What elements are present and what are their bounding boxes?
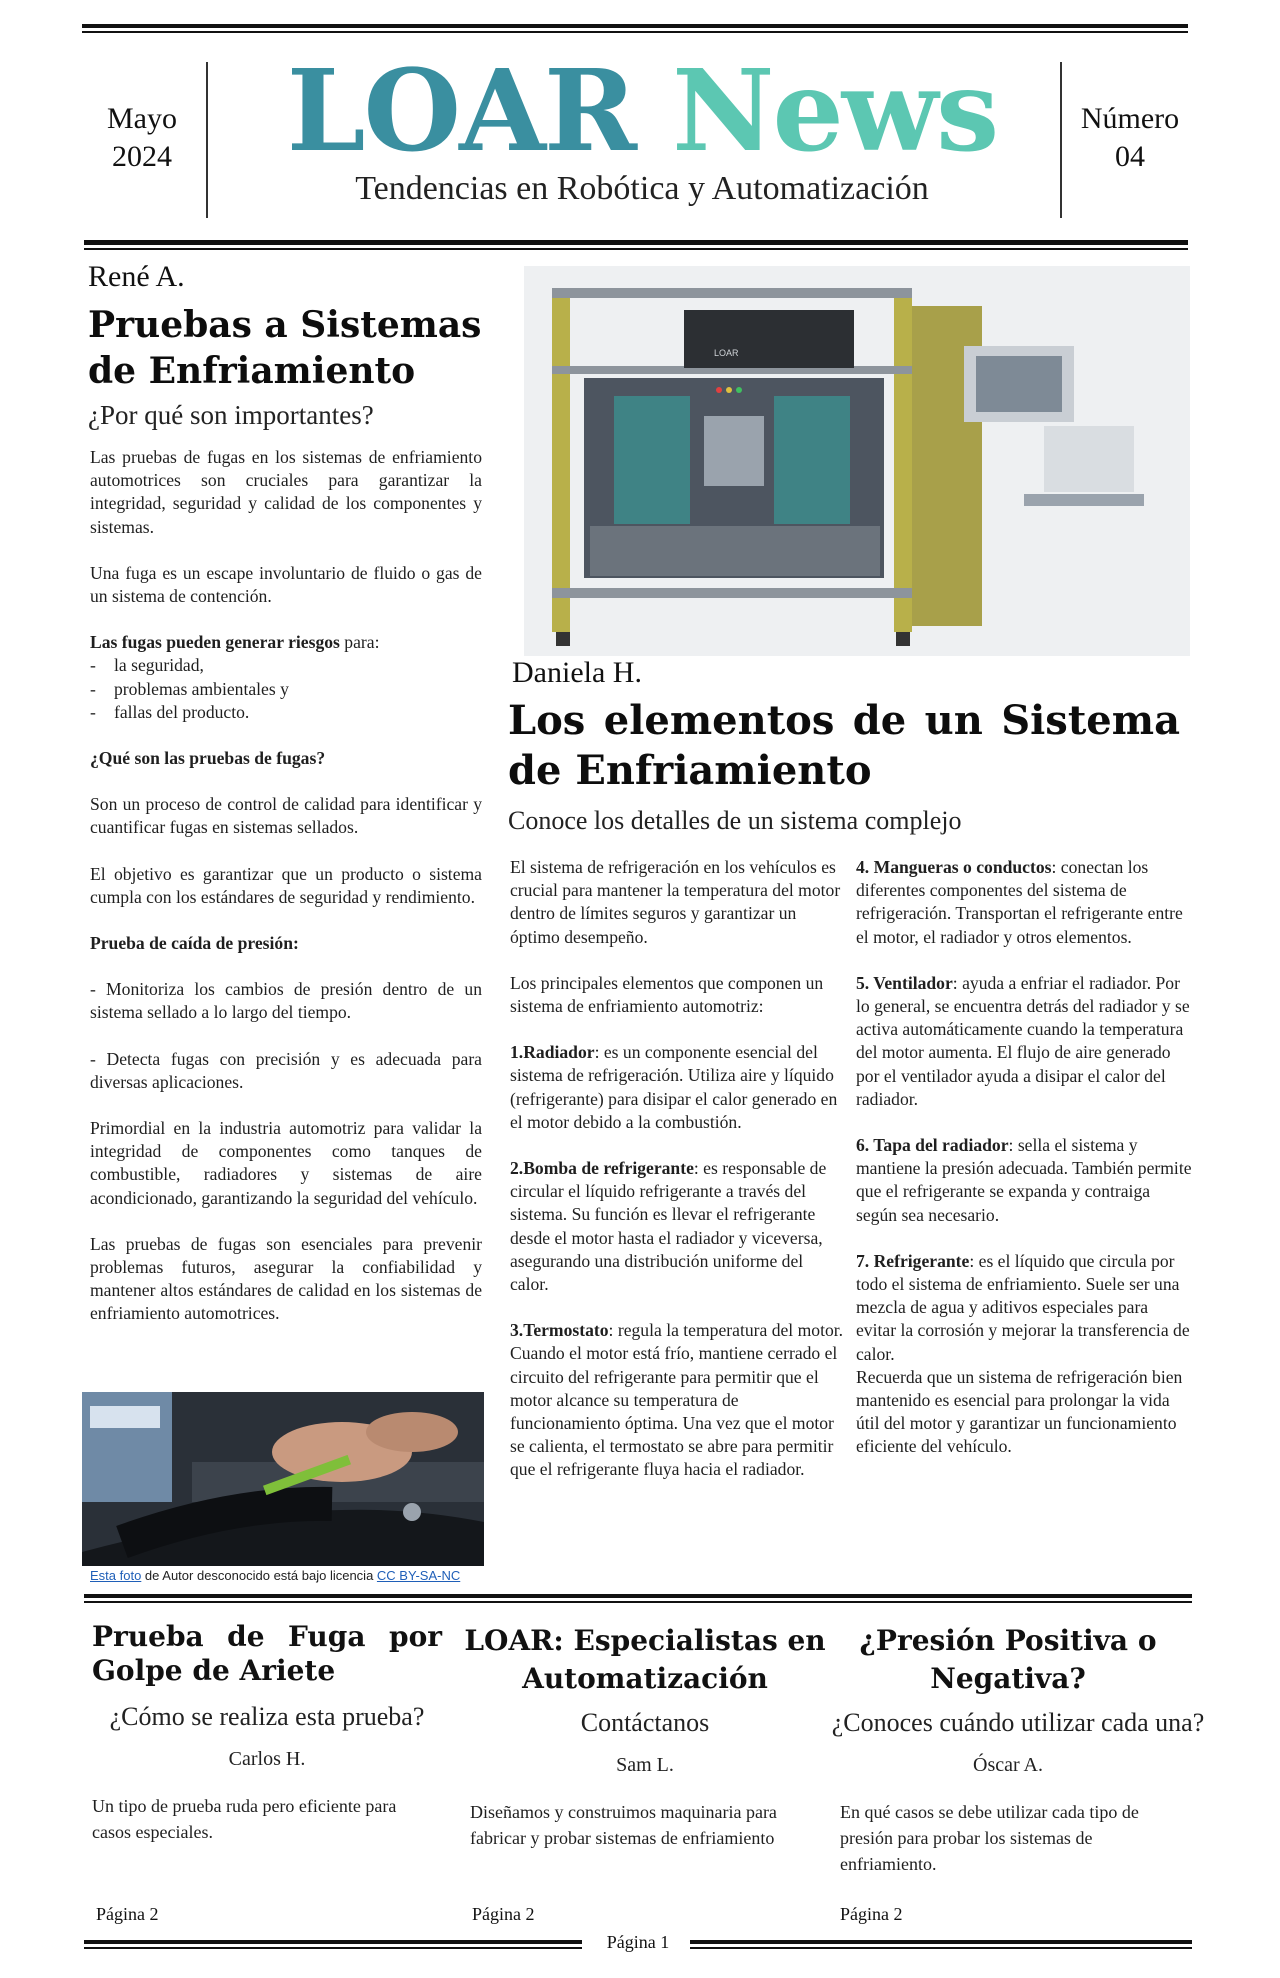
caption-license-link[interactable]: CC BY-SA-NC bbox=[376, 1568, 461, 1583]
footer-page-link-1[interactable]: Página 2 bbox=[96, 1904, 159, 1924]
pressure-drop-heading-text: Prueba de caída de presión: bbox=[90, 933, 299, 954]
footer-page-link-2[interactable]: Página 2 bbox=[472, 1904, 535, 1924]
element-item-text: : es un componente esencial del sistema de refrigeración. Utiliza aire y líquido (refrigerante) para disipar el calor generado en el motor debido a la combustión. bbox=[510, 1042, 838, 1132]
right-article-author: Daniela H. bbox=[512, 656, 642, 689]
risk-item: - problemas ambientales y bbox=[90, 678, 482, 701]
element-item bbox=[856, 972, 1192, 1111]
footer-article-subtitle: ¿Cómo se realiza esta prueba? bbox=[109, 1702, 425, 1731]
risks-tail: para: bbox=[339, 632, 380, 653]
tagline: Tendencias en Robótica y Automatización bbox=[355, 170, 929, 207]
left-paragraph-3: Son un proceso de control de calidad para identificar y cuantificar fugas en sistemas sellados. bbox=[90, 794, 482, 838]
issue-year: 2024 bbox=[112, 140, 172, 173]
footer-article-subtitle: ¿Conoces cuándo utilizar cada una? bbox=[831, 1708, 1205, 1737]
right-intro-2: Los principales elementos que componen un sistema de enfriamiento automotriz: bbox=[510, 972, 824, 1017]
caption-photo-link[interactable]: Esta foto bbox=[90, 1568, 142, 1583]
masthead-divider-left bbox=[206, 62, 208, 218]
radiator-hands-photo bbox=[82, 1392, 484, 1566]
left-article-author: René A. bbox=[88, 260, 185, 293]
bottom-rule-right-thin bbox=[690, 1947, 1192, 1949]
risks-lead: Las fugas pueden generar riesgos bbox=[90, 632, 340, 653]
left-paragraph-4: El objetivo es garantizar que un producto o sistema cumpla con los estándares de seguridad y rendimiento. bbox=[90, 863, 482, 907]
footer-rule-thin bbox=[84, 1601, 1192, 1603]
footer-article-title: ¿Presión Positiva o Negativa? bbox=[859, 1624, 1157, 1695]
what-are-leak-tests-text: ¿Qué son las pruebas de fugas? bbox=[90, 748, 326, 769]
element-item-label: 2.Bomba de refrigerante bbox=[510, 1158, 694, 1179]
element-item-text: : es el líquido que circula por todo el sistema de enfriamiento. Suele ser una mezcla de agua y aditivos especiales para evitar la corrosión y mejorar la transferencia de calor. bbox=[856, 1250, 1190, 1364]
element-item-label: 3.Termostato bbox=[510, 1320, 609, 1341]
logo-loar: LOAR bbox=[286, 46, 636, 177]
element-item-label: 5. Ventilador bbox=[856, 972, 953, 993]
left-paragraph-6: - Detecta fugas con precisión y es adecuada para diversas aplicaciones. bbox=[90, 1048, 482, 1092]
footer-article-title: LOAR: Especialistas en Automatización bbox=[464, 1624, 826, 1695]
element-item-text: : es responsable de circular el líquido refrigerante a través del sistema. Su función es llevar el refrigerante desde el motor hasta el radiador y viceversa, asegurando una distribución uniforme del calor. bbox=[510, 1158, 827, 1295]
top-rule-thick bbox=[82, 24, 1188, 28]
newspaper-logo bbox=[216, 46, 1068, 177]
bottom-rule-left-thick bbox=[84, 1940, 582, 1944]
element-item-text: : ayuda a enfriar el radiador. Por lo general, se encuentra detrás del radiador y se activa automáticamente cuando la temperatura del motor aumenta. El flujo de aire generado por el ventilador ayuda a disipar el calor del radiador. bbox=[856, 972, 1190, 1109]
footer-article-summary: Diseñamos y construimos maquinaria para fabricar y probar sistemas de enfriamiento bbox=[470, 1802, 777, 1848]
pressure-drop-heading bbox=[90, 932, 482, 955]
element-item-text: : regula la temperatura del motor. Cuando el motor está frío, mantiene cerrado el circuito del refrigerante para permitir que el motor alcance su temperatura de funcionamiento óptima. Una vez que el motor se calienta, el termostato se abre para permitir que el refrigerante fluya hacia el radiador. bbox=[510, 1320, 844, 1480]
right-closing: Recuerda que un sistema de refrigeración bien mantenido es esencial para prolongar la vida útil del motor y garantizar un funcionamiento eficiente del vehículo. bbox=[856, 1366, 1183, 1457]
element-item-label: 6. Tapa del radiador bbox=[856, 1135, 1009, 1156]
masthead-divider-right bbox=[1060, 62, 1062, 218]
test-machine-photo bbox=[524, 266, 1190, 656]
masthead-rule-thick bbox=[84, 240, 1188, 245]
left-article-headline: Pruebas a Sistemas de Enfriamiento bbox=[88, 304, 482, 392]
left-paragraph-1: Las pruebas de fugas en los sistemas de enfriamiento automotrices son cruciales para garantizar la integridad, seguridad y calidad de los componentes y sistemas. bbox=[90, 447, 482, 537]
logo-news: News bbox=[672, 46, 998, 177]
issue-month: Mayo bbox=[107, 102, 177, 135]
page-number: Página 1 bbox=[606, 1932, 670, 1952]
bottom-rule-left-thin bbox=[84, 1947, 582, 1949]
right-article-headline bbox=[508, 696, 1180, 796]
footer-article-2[interactable] bbox=[462, 1622, 828, 1851]
left-paragraph-5: - Monitoriza los cambios de presión dentro de un sistema sellado a lo largo del tiempo. bbox=[90, 979, 482, 1023]
right-article-subtitle: Conoce los detalles de un sistema complejo bbox=[508, 806, 962, 835]
footer-article-1[interactable] bbox=[92, 1620, 442, 1845]
element-item-label: 7. Refrigerante bbox=[856, 1250, 970, 1271]
bottom-rule-right-thick bbox=[690, 1940, 1192, 1944]
element-item-label: 4. Mangueras o conductos bbox=[856, 857, 1052, 877]
issue-number-label: Número bbox=[1080, 102, 1180, 135]
issue-number: 04 bbox=[1115, 140, 1145, 173]
left-article-body bbox=[90, 446, 482, 1349]
risks-intro bbox=[90, 631, 482, 654]
footer-rule-thick bbox=[84, 1594, 1192, 1598]
element-item bbox=[510, 1319, 846, 1481]
risks-list bbox=[90, 654, 482, 724]
right-article-headline-text: Los elementos de un Sistema de Enfriamiento bbox=[508, 697, 1180, 794]
what-are-leak-tests-heading bbox=[90, 747, 482, 770]
left-paragraph-2: Una fuga es un escape involuntario de fluido o gas de un sistema de contención. bbox=[90, 562, 482, 607]
footer-article-subtitle: Contáctanos bbox=[580, 1708, 710, 1737]
element-item bbox=[510, 1041, 846, 1134]
left-paragraph-7: Primordial en la industria automotriz para validar la integridad de componentes como tanques de combustible, radiadores y sistemas de aire acondicionado, garantizando la seguridad del vehículo. bbox=[90, 1118, 482, 1208]
top-rule-thin bbox=[82, 31, 1188, 33]
left-paragraph-8: Las pruebas de fugas son esenciales para prevenir problemas futuros, asegurar la confiabilidad y mantener altos estándares de calidad en los sistemas de enfriamiento automotrices. bbox=[90, 1233, 482, 1324]
footer-article-3[interactable] bbox=[808, 1622, 1228, 1877]
element-item-label: 1.Radiador bbox=[510, 1042, 595, 1063]
element-item bbox=[856, 1134, 1192, 1227]
masthead-rule-thin bbox=[84, 248, 1188, 250]
footer-page-link-3[interactable]: Página 2 bbox=[840, 1904, 903, 1924]
footer-article-author: Óscar A. bbox=[973, 1754, 1043, 1776]
issue-number-block bbox=[1068, 100, 1192, 176]
caption-text: de Autor desconocido está bajo licencia bbox=[141, 1568, 377, 1583]
machine-brand-label: LOAR bbox=[714, 348, 739, 358]
left-article-subtitle: ¿Por qué son importantes? bbox=[88, 400, 374, 430]
element-item-text: : conectan los diferentes componentes del sistema de refrigeración. Transportan el refrigerante entre el motor, el radiador y otros elementos. bbox=[856, 857, 1183, 947]
element-item bbox=[856, 856, 1192, 949]
footer-article-summary: Un tipo de prueba ruda pero eficiente para casos especiales. bbox=[92, 1796, 397, 1842]
right-article-column-2 bbox=[856, 856, 1192, 1459]
right-article-column-1 bbox=[510, 856, 846, 1505]
footer-article-title: Prueba de Fuga por Golpe de Ariete bbox=[92, 1620, 442, 1687]
photo-caption bbox=[90, 1568, 510, 1583]
issue-date bbox=[88, 100, 196, 176]
element-item bbox=[510, 1157, 846, 1296]
element-item bbox=[856, 1250, 1192, 1366]
footer-article-author: Sam L. bbox=[616, 1754, 674, 1776]
risk-item: - fallas del producto. bbox=[90, 701, 482, 724]
right-intro-1: El sistema de refrigeración en los vehículos es crucial para mantener la temperatura del motor dentro de límites seguros y garantizar un óptimo desempeño. bbox=[510, 857, 841, 947]
risk-item: - la seguridad, bbox=[90, 654, 482, 677]
element-item-text: : sella el sistema y mantiene la presión adecuada. También permite que el refrigerante se expanda y contraiga según sea necesario. bbox=[856, 1135, 1192, 1225]
footer-article-summary: En qué casos se debe utilizar cada tipo de presión para probar los sistemas de enfriamiento. bbox=[840, 1802, 1139, 1874]
footer-article-author: Carlos H. bbox=[228, 1748, 306, 1770]
